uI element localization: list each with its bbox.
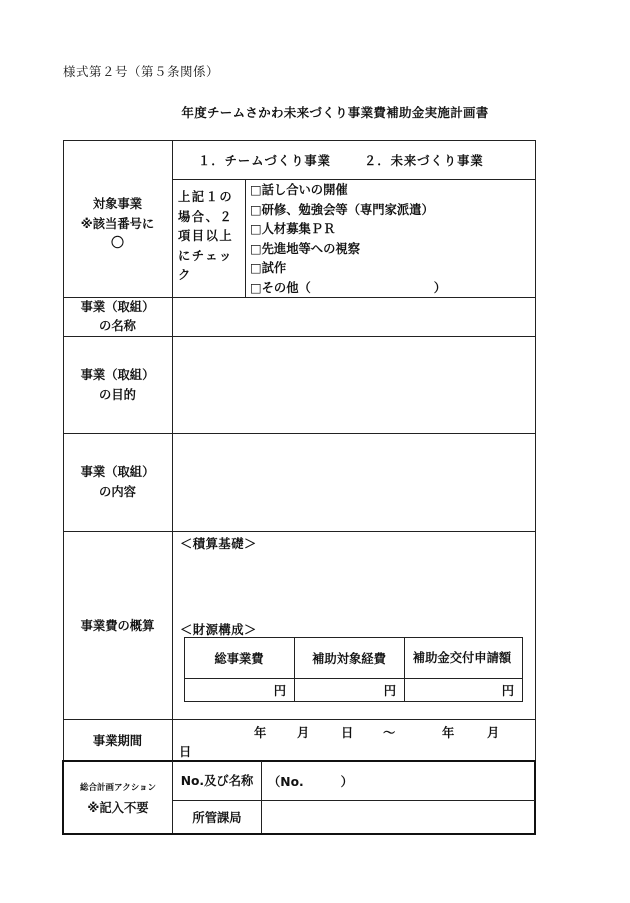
total-cost-field[interactable] <box>185 679 294 701</box>
project-period-field[interactable] <box>173 720 535 760</box>
total-cost-header: 総事業費 <box>214 651 264 666</box>
calculation-basis-field[interactable] <box>180 553 530 613</box>
project-purpose-label <box>63 336 172 433</box>
project-name-label <box>63 297 172 336</box>
action-no-field[interactable] <box>262 762 534 800</box>
cost-estimate-label: 事業費の概算 <box>80 619 155 633</box>
project-content-field[interactable] <box>173 434 535 531</box>
project-purpose-field[interactable] <box>173 337 535 433</box>
checklist-item[interactable]: □試作 <box>250 261 287 275</box>
end-day-unit: 日 <box>179 745 192 759</box>
project-name-label-line2: の名称 <box>99 318 136 333</box>
period-separator: ～ <box>383 726 396 740</box>
plan-action-label <box>64 762 172 833</box>
project-purpose-label-line1: 事業（取組） <box>80 367 155 382</box>
plan-action-title: 総合計画アクション <box>79 782 157 793</box>
action-no-value: （No. ） <box>268 775 353 789</box>
checklist-item[interactable]: □人材募集ＰＲ <box>250 222 336 236</box>
no-entry-note: ※記入不要 <box>87 800 149 815</box>
end-year-unit: 年 <box>442 726 455 740</box>
project-name-label-line1: 事業（取組） <box>80 299 155 314</box>
checklist-item[interactable]: □研修、勉強会等（専門家派遣） <box>250 202 434 217</box>
action-no-label: No.及び名称 <box>180 774 254 788</box>
project-options <box>172 140 535 179</box>
subsidy-request-header: 補助金交付申請額 <box>412 650 512 665</box>
target-label-line3: 〇 <box>110 236 124 251</box>
project-content-label <box>63 433 172 531</box>
eligible-cost-header: 補助対象経費 <box>312 651 386 666</box>
subsidy-request-unit: 円 <box>501 684 514 698</box>
target-label-line2: ※該当番号に <box>80 217 155 231</box>
start-month-unit: 月 <box>297 726 310 740</box>
funding-structure-heading: ＜財源構成＞ <box>180 623 257 637</box>
project-purpose-label-line2: の目的 <box>99 387 136 402</box>
option-team-building: １．チームづくり事業 <box>198 153 331 168</box>
activity-checklist <box>250 181 446 298</box>
eligible-cost-field[interactable] <box>295 679 404 701</box>
document-title: 年度チームさかわ未来づくり事業費補助金実施計画書 <box>181 105 489 120</box>
total-cost-unit: 円 <box>273 684 286 698</box>
start-day-unit: 日 <box>341 726 354 740</box>
checklist-item[interactable]: □話し合いの開催 <box>250 183 348 197</box>
end-month-unit: 月 <box>487 726 500 740</box>
subsidy-request-field[interactable] <box>405 679 522 701</box>
eligible-cost-unit: 円 <box>383 684 396 698</box>
target-label-line1: 対象事業 <box>92 197 143 211</box>
target-project-label <box>63 179 172 269</box>
project-period-label: 事業期間 <box>92 733 143 748</box>
department-field[interactable] <box>262 801 534 833</box>
option-future-building: ２．未来づくり事業 <box>363 153 484 168</box>
project-name-field[interactable] <box>173 298 535 336</box>
checklist-note: 上記１の場合、２項目以上にチェック <box>178 190 234 282</box>
start-year-unit: 年 <box>254 726 267 740</box>
department-label: 所管課局 <box>192 811 242 825</box>
checklist-item[interactable]: □その他（ ） <box>250 280 447 295</box>
project-content-label-line2: の内容 <box>99 485 136 499</box>
checklist-item[interactable]: □先進地等への視察 <box>250 241 360 256</box>
calculation-basis-heading: ＜積算基礎＞ <box>180 537 257 551</box>
form-code: 様式第２号（第５条関係） <box>63 64 220 79</box>
project-content-label-line1: 事業（取組） <box>80 465 155 479</box>
